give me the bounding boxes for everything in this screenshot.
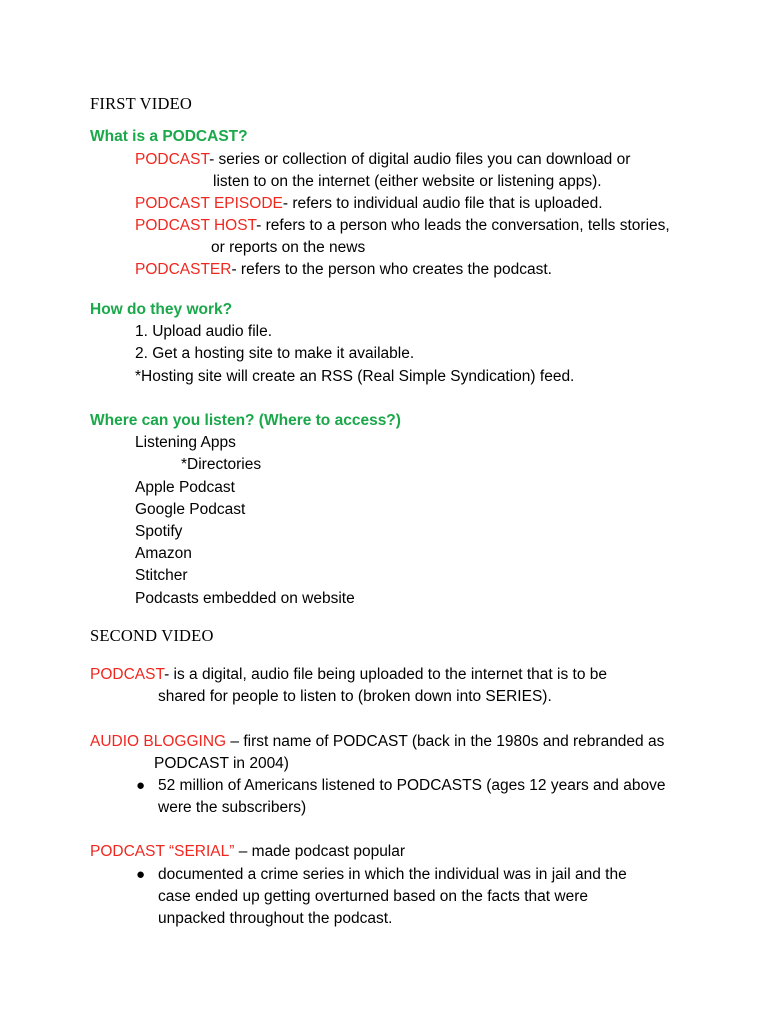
definition-podcast-host-cont: or reports on the news xyxy=(211,239,366,256)
list-item: Apple Podcast xyxy=(135,479,235,496)
list-item: Google Podcast xyxy=(135,501,246,518)
definition-podcast-2: PODCAST- is a digital, audio file being uploaded to the internet that is to be xyxy=(90,666,607,683)
list-item: *Directories xyxy=(181,456,262,473)
step-item: 1. Upload audio file. xyxy=(135,323,273,340)
term-podcast: PODCAST xyxy=(135,151,210,168)
bullet-item-cont: unpacked throughout the podcast. xyxy=(158,910,393,927)
bullet-item: documented a crime series in which the individual was in jail and the xyxy=(158,866,627,883)
definition-audio-blogging: AUDIO BLOGGING – first name of PODCAST (back in the 1980s and rebranded as xyxy=(90,733,665,750)
list-item: Listening Apps xyxy=(135,434,236,451)
definition-podcast-2-cont: shared for people to listen to (broken down into SERIES). xyxy=(158,688,552,705)
term-serial: PODCAST “SERIAL” xyxy=(90,843,235,860)
question-how-do-they-work: How do they work? xyxy=(90,301,233,318)
question-what-is-podcast: What is a PODCAST? xyxy=(90,128,248,145)
term-podcaster: PODCASTER xyxy=(135,261,232,278)
step-note: *Hosting site will create an RSS (Real Simple Syndication) feed. xyxy=(135,368,575,385)
question-where-listen: Where can you listen? (Where to access?) xyxy=(90,412,401,429)
term-audio-blogging: AUDIO BLOGGING xyxy=(90,733,227,750)
step-item: 2. Get a hosting site to make it available. xyxy=(135,345,415,362)
list-item: Spotify xyxy=(135,523,183,540)
bullet-dot: ● xyxy=(136,777,146,794)
list-item: Stitcher xyxy=(135,567,188,584)
definition-audio-blogging-cont: PODCAST in 2004) xyxy=(154,755,289,772)
bullet-item-cont: case ended up getting overturned based on the facts that were xyxy=(158,888,588,905)
definition-serial: PODCAST “SERIAL” – made podcast popular xyxy=(90,843,406,860)
definition-podcaster: PODCASTER- refers to the person who creates the podcast. xyxy=(135,261,552,278)
bullet-item: 52 million of Americans listened to PODCASTS (ages 12 years and above xyxy=(158,777,666,794)
section-heading-first-video: FIRST VIDEO xyxy=(90,94,192,113)
bullet-item-cont: were the subscribers) xyxy=(158,799,307,816)
list-item: Podcasts embedded on website xyxy=(135,590,355,607)
term-podcast-host: PODCAST HOST xyxy=(135,217,257,234)
definition-podcast: PODCAST- series or collection of digital audio files you can download or xyxy=(135,151,631,168)
section-heading-second-video: SECOND VIDEO xyxy=(90,626,214,645)
definition-podcast-cont: listen to on the internet (either website or listening apps). xyxy=(213,173,602,190)
list-item: Amazon xyxy=(135,545,192,562)
bullet-dot: ● xyxy=(136,866,146,883)
term-podcast-episode: PODCAST EPISODE xyxy=(135,195,283,212)
term-podcast-2: PODCAST xyxy=(90,666,165,683)
definition-podcast-host: PODCAST HOST- refers to a person who leads the conversation, tells stories, xyxy=(135,217,670,234)
definition-podcast-episode: PODCAST EPISODE- refers to individual audio file that is uploaded. xyxy=(135,195,603,212)
